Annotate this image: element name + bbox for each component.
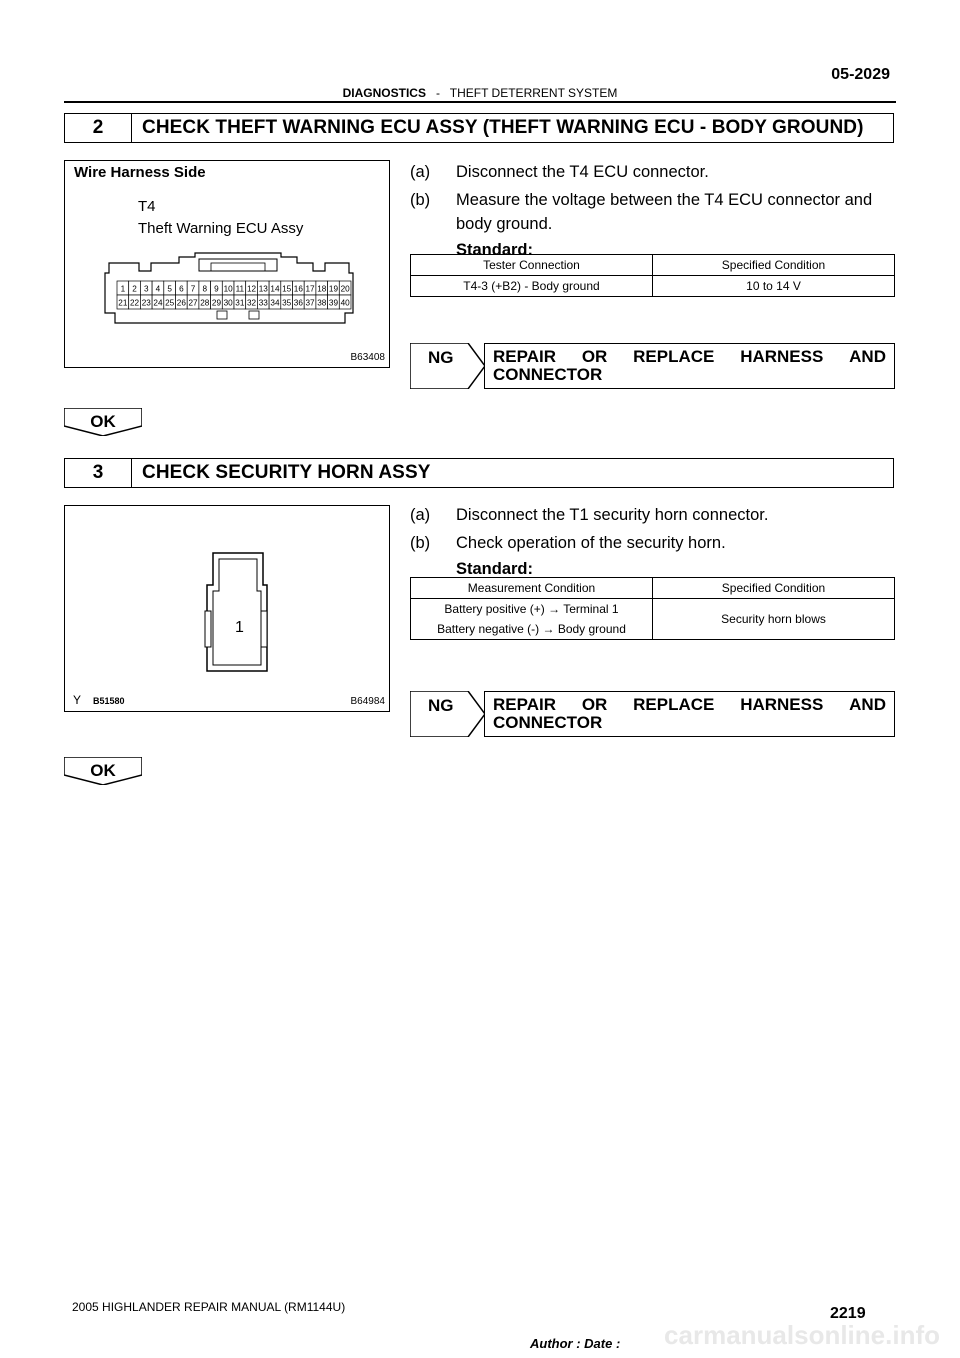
header-rule: [64, 101, 896, 103]
standard-label: Standard:: [456, 560, 534, 578]
step-3-ok-result[interactable]: [64, 757, 142, 785]
step-2-spec-table: [410, 254, 895, 297]
pin-number: 13: [258, 284, 268, 294]
author-date: Author : Date :: [530, 1336, 621, 1351]
step-2-number: 2: [65, 114, 132, 142]
pin-number: 23: [141, 298, 151, 308]
pin-number: 8: [202, 284, 208, 294]
pin-number: 5: [167, 284, 172, 294]
pin-number: 7: [190, 284, 196, 294]
pin-number: 4: [155, 284, 161, 294]
running-header: [0, 86, 960, 100]
step-3-figure: [64, 505, 390, 712]
table-cell: 10 to 14 V: [653, 276, 895, 297]
header-subsection: THEFT DETERRENT SYSTEM: [449, 86, 618, 100]
pin-number: 3: [143, 284, 149, 294]
step-3-bar: [64, 458, 894, 488]
pin-label: 1: [235, 619, 244, 636]
pin-number: 30: [223, 298, 233, 308]
t1-connector-diagram: [203, 551, 273, 673]
pin-number: 6: [179, 284, 184, 294]
step-2-ng-result[interactable]: [410, 343, 895, 389]
pin-number: 17: [305, 284, 315, 294]
pin-number: 37: [305, 298, 315, 308]
pin-number: 40: [340, 298, 350, 308]
step-2-figure: [64, 160, 390, 368]
page-code: 05-2029: [831, 66, 890, 83]
pin-number: 22: [129, 298, 140, 308]
instruction-b-cont: body ground.: [456, 215, 553, 233]
instruction-b: (b) Check operation of the security horn.: [410, 534, 726, 552]
ok-label: OK: [90, 761, 116, 780]
step-3-title: CHECK SECURITY HORN ASSY: [142, 462, 431, 483]
pin-row-1: [117, 281, 351, 295]
table-cell: T4-3 (+B2) - Body ground: [411, 276, 653, 297]
pin-number: 27: [188, 298, 198, 308]
step-3-spec-table: [410, 577, 895, 640]
table-header: Measurement Condition: [411, 578, 653, 599]
manual-title: 2005 HIGHLANDER REPAIR MANUAL (RM1144U): [72, 1300, 346, 1314]
figure-code-left: B51580: [93, 696, 125, 706]
connector-id: T4: [138, 198, 156, 215]
pin-number: 34: [270, 298, 280, 308]
pin-number: 18: [317, 284, 327, 294]
page-number: 2219: [830, 1305, 866, 1322]
ng-label: NG: [428, 696, 454, 715]
pin-number: 9: [214, 284, 219, 294]
table-header: Specified Condition: [653, 255, 895, 276]
t4-connector-diagram: [99, 251, 359, 329]
pin-row-2: [117, 295, 351, 309]
pin-number: 10: [223, 284, 233, 294]
pin-number: 2: [132, 284, 137, 294]
step-2-instructions: [410, 160, 900, 262]
pin-number: 31: [235, 298, 245, 308]
ok-label: OK: [90, 412, 116, 431]
pin-number: 19: [328, 284, 339, 294]
pin-number: 25: [165, 298, 175, 308]
pin-number: 32: [246, 298, 257, 308]
step-2-ok-result[interactable]: [64, 408, 142, 436]
instruction-b: (b) Measure the voltage between the T4 ECU connector and: [410, 191, 873, 209]
standard-label: Standard:: [456, 241, 534, 259]
connector-name: Theft Warning ECU Assy: [138, 220, 304, 237]
pin-number: 35: [282, 298, 292, 308]
step-2-title: CHECK THEFT WARNING ECU ASSY (THEFT WARNING ECU - BODY GROUND): [142, 117, 864, 138]
pin-number: 11: [235, 284, 245, 294]
pin-number: 12: [246, 284, 257, 294]
ng-label: NG: [428, 348, 454, 367]
pin-number: 20: [340, 284, 350, 294]
ng-action: REPAIR OR REPLACE HARNESS AND CONNECTOR: [484, 343, 895, 389]
figure-side-label: Wire Harness Side: [74, 164, 206, 181]
pin-number: 1: [120, 284, 126, 294]
step-3-instructions: [410, 503, 900, 581]
step-3-ng-result[interactable]: [410, 691, 895, 737]
header-section: DIAGNOSTICS: [342, 86, 426, 100]
figure-code-prefix: Y: [73, 693, 82, 707]
pin-number: 29: [211, 298, 222, 308]
step-3-number: 3: [65, 459, 132, 487]
watermark: carmanualsonline.info: [664, 1320, 940, 1350]
step-2-bar: [64, 113, 894, 143]
ng-action: REPAIR OR REPLACE HARNESS AND CONNECTOR: [484, 691, 895, 737]
pin-number: 28: [200, 298, 210, 308]
pin-number: 14: [270, 284, 280, 294]
instruction-a: (a) Disconnect the T1 security horn connector.: [410, 506, 769, 524]
pin-number: 33: [258, 298, 268, 308]
figure-code: B64984: [350, 696, 385, 707]
figure-code: B63408: [350, 352, 385, 363]
instruction-a: (a) Disconnect the T4 ECU connector.: [410, 163, 709, 181]
table-cell: Security horn blows: [653, 599, 895, 640]
pin-number: 39: [328, 298, 339, 308]
table-header: Tester Connection: [411, 255, 653, 276]
table-header: Specified Condition: [653, 578, 895, 599]
pin-number: 38: [317, 298, 327, 308]
pin-number: 26: [176, 298, 186, 308]
header-separator: -: [435, 86, 440, 100]
pin-number: 16: [293, 284, 303, 294]
table-cell: Battery positive (+) → Terminal 1 Battery negative (-) → Body ground: [411, 599, 653, 640]
pin-number: 21: [118, 298, 128, 308]
pin-number: 24: [153, 298, 163, 308]
pin-number: 15: [282, 284, 292, 294]
pin-number: 36: [293, 298, 303, 308]
